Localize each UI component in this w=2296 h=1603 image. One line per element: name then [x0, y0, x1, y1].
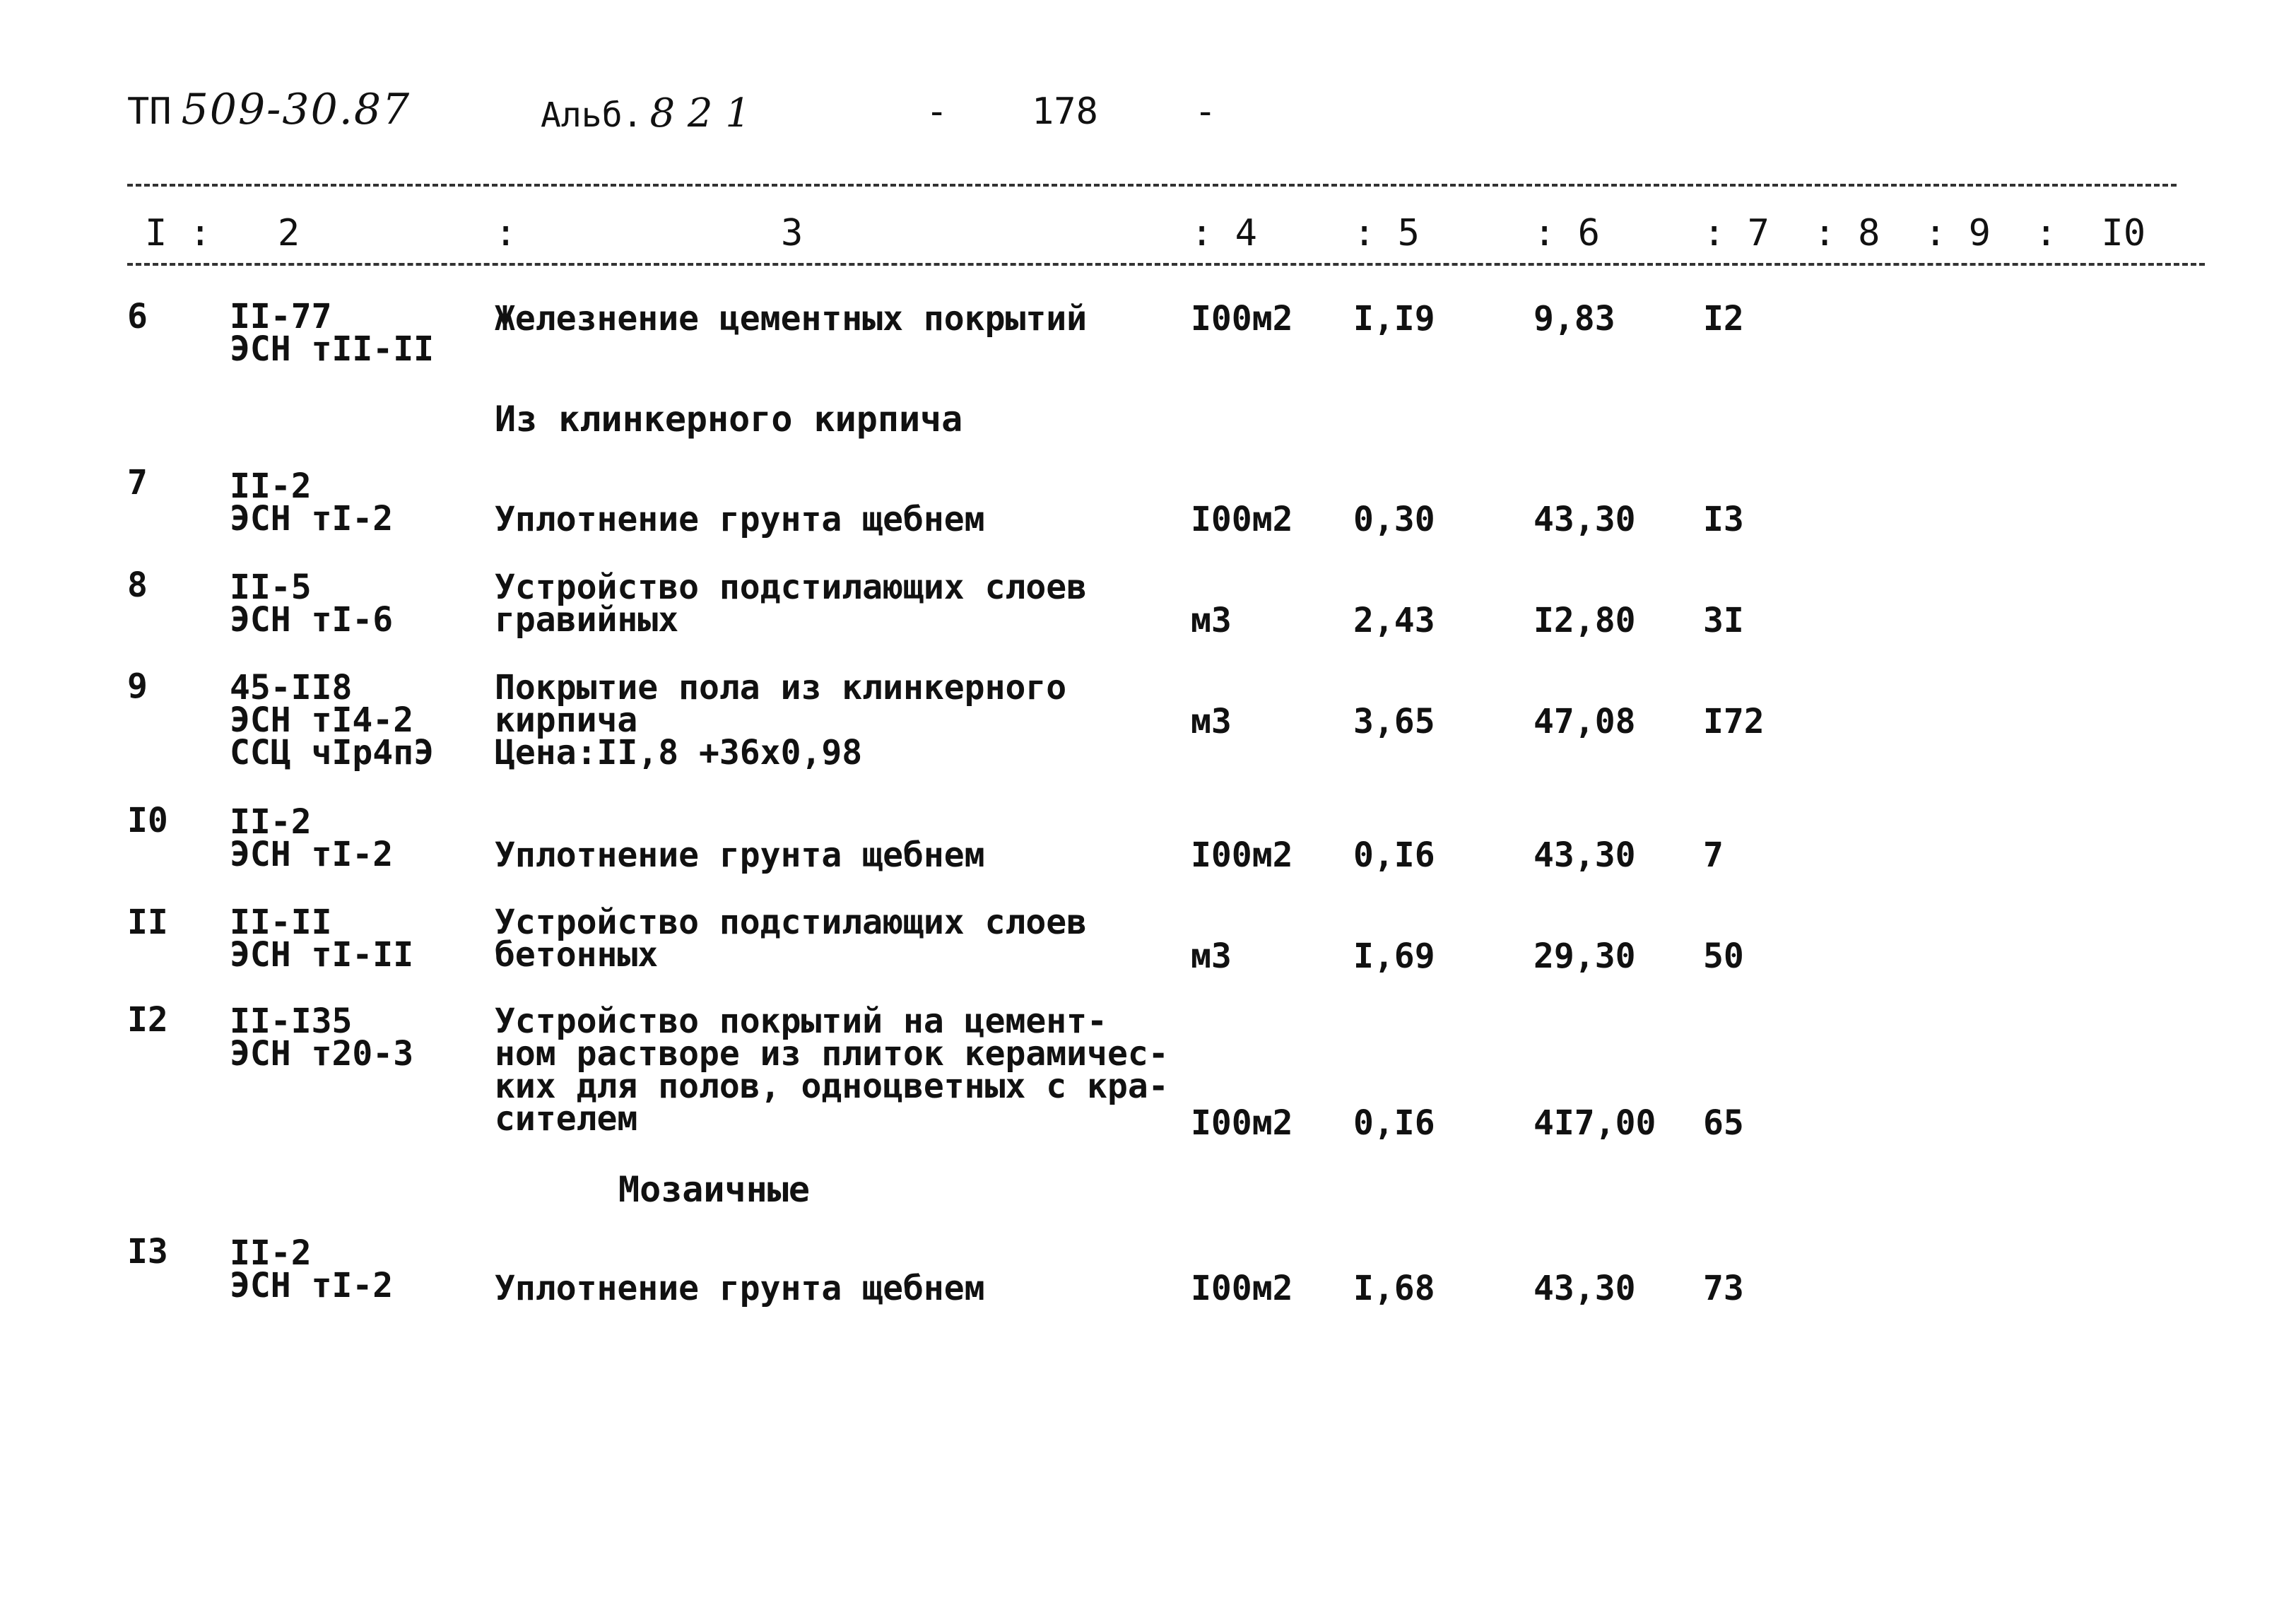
row-unit: м3 — [1191, 702, 1232, 741]
row-code: II-77 ЭСН тII-II — [230, 297, 434, 369]
row-quantity: 0,I6 — [1353, 835, 1435, 875]
row-description: Уплотнение грунта щебнем — [495, 1269, 985, 1308]
row-description: Устройство подстилающих слоев гравийных — [495, 568, 1088, 640]
row-unit: м3 — [1191, 601, 1232, 640]
row-price: I2,80 — [1533, 601, 1636, 640]
header-dash-left: - — [926, 90, 948, 133]
column-number-6: : 6 — [1533, 212, 1600, 254]
row-code: II-5 ЭСН тI-6 — [230, 568, 394, 640]
row-price: 4I7,00 — [1533, 1103, 1656, 1143]
header-dash-right: - — [1194, 90, 1217, 133]
album-label: Альб. — [541, 95, 643, 135]
row-description: Железнение цементных покрытий — [495, 299, 1088, 339]
row-code: 45-II8 ЭСН тI4-2 ССЦ чIр4пЭ — [230, 668, 434, 773]
row-price: 43,30 — [1533, 1269, 1636, 1308]
row-total: 3I — [1703, 601, 1744, 640]
row-unit: I00м2 — [1191, 1103, 1293, 1143]
row-quantity: I,68 — [1353, 1269, 1435, 1308]
row-quantity: 2,43 — [1353, 601, 1435, 640]
row-total: 65 — [1703, 1103, 1744, 1143]
row-quantity: 0,I6 — [1353, 1103, 1435, 1143]
row-price: 43,30 — [1533, 835, 1636, 875]
column-number-1-2: I : 2 — [145, 212, 300, 254]
row-number: II — [127, 903, 168, 942]
album-number-handwritten: 8 2 1 — [649, 90, 750, 136]
top-divider — [127, 184, 2177, 187]
row-total: I3 — [1703, 500, 1744, 539]
row-total: I72 — [1703, 702, 1765, 741]
row-code: II-2 ЭСН тI-2 — [230, 466, 394, 539]
row-number: I0 — [127, 801, 168, 840]
row-total: 50 — [1703, 936, 1744, 976]
row-number: 6 — [127, 297, 148, 336]
column-numbers-7-10: : 7 : 8 : 9 : I0 — [1703, 212, 2146, 254]
row-total: 7 — [1703, 835, 1724, 875]
row-price: 47,08 — [1533, 702, 1636, 741]
row-code: II-2 ЭСН тI-2 — [230, 802, 394, 874]
row-unit: I00м2 — [1191, 835, 1293, 875]
row-number: 9 — [127, 667, 148, 706]
row-price: 43,30 — [1533, 500, 1636, 539]
row-price: 9,83 — [1533, 299, 1615, 339]
album-reference — [541, 90, 750, 136]
row-quantity: I,I9 — [1353, 299, 1435, 339]
section-heading: Из клинкерного кирпича — [495, 399, 963, 440]
row-total: 73 — [1703, 1269, 1744, 1308]
row-unit: I00м2 — [1191, 299, 1293, 339]
doc-code-printed: ТП — [127, 90, 172, 133]
row-number: I3 — [127, 1232, 168, 1272]
row-description: Уплотнение грунта щебнем — [495, 835, 985, 875]
row-code: II-I35 ЭСН т20-3 — [230, 1002, 414, 1074]
row-description: Устройство подстилающих слоев бетонных — [495, 903, 1088, 975]
row-number: 7 — [127, 463, 148, 503]
header-divider — [127, 263, 2205, 266]
row-unit: I00м2 — [1191, 1269, 1293, 1308]
row-code: II-2 ЭСН тI-2 — [230, 1233, 394, 1305]
row-number: 8 — [127, 565, 148, 605]
doc-code-handwritten: 509-30.87 — [181, 85, 411, 134]
row-quantity: I,69 — [1353, 936, 1435, 976]
column-number-5: : 5 — [1353, 212, 1420, 254]
section-heading: Мозаичные — [618, 1169, 810, 1210]
document-code — [127, 85, 411, 134]
column-number-4: : 4 — [1191, 212, 1257, 254]
row-description: Уплотнение грунта щебнем — [495, 500, 985, 539]
row-unit: I00м2 — [1191, 500, 1293, 539]
row-code: II-II ЭСН тI-II — [230, 903, 414, 975]
row-description: Устройство покрытий на цемент- ном растворе из плиток керамичес- ких для полов, одноцветных с кра- сителем — [495, 1002, 1169, 1139]
row-price: 29,30 — [1533, 936, 1636, 976]
page-number: 178 — [1032, 90, 1098, 133]
row-unit: м3 — [1191, 936, 1232, 976]
row-quantity: 3,65 — [1353, 702, 1435, 741]
row-total: I2 — [1703, 299, 1744, 339]
row-description: Покрытие пола из клинкерного кирпича Цена:II,8 +36х0,98 — [495, 668, 1067, 773]
row-number: I2 — [127, 1000, 168, 1040]
column-separator: : — [495, 212, 517, 254]
column-number-3: 3 — [781, 212, 803, 254]
row-quantity: 0,30 — [1353, 500, 1435, 539]
